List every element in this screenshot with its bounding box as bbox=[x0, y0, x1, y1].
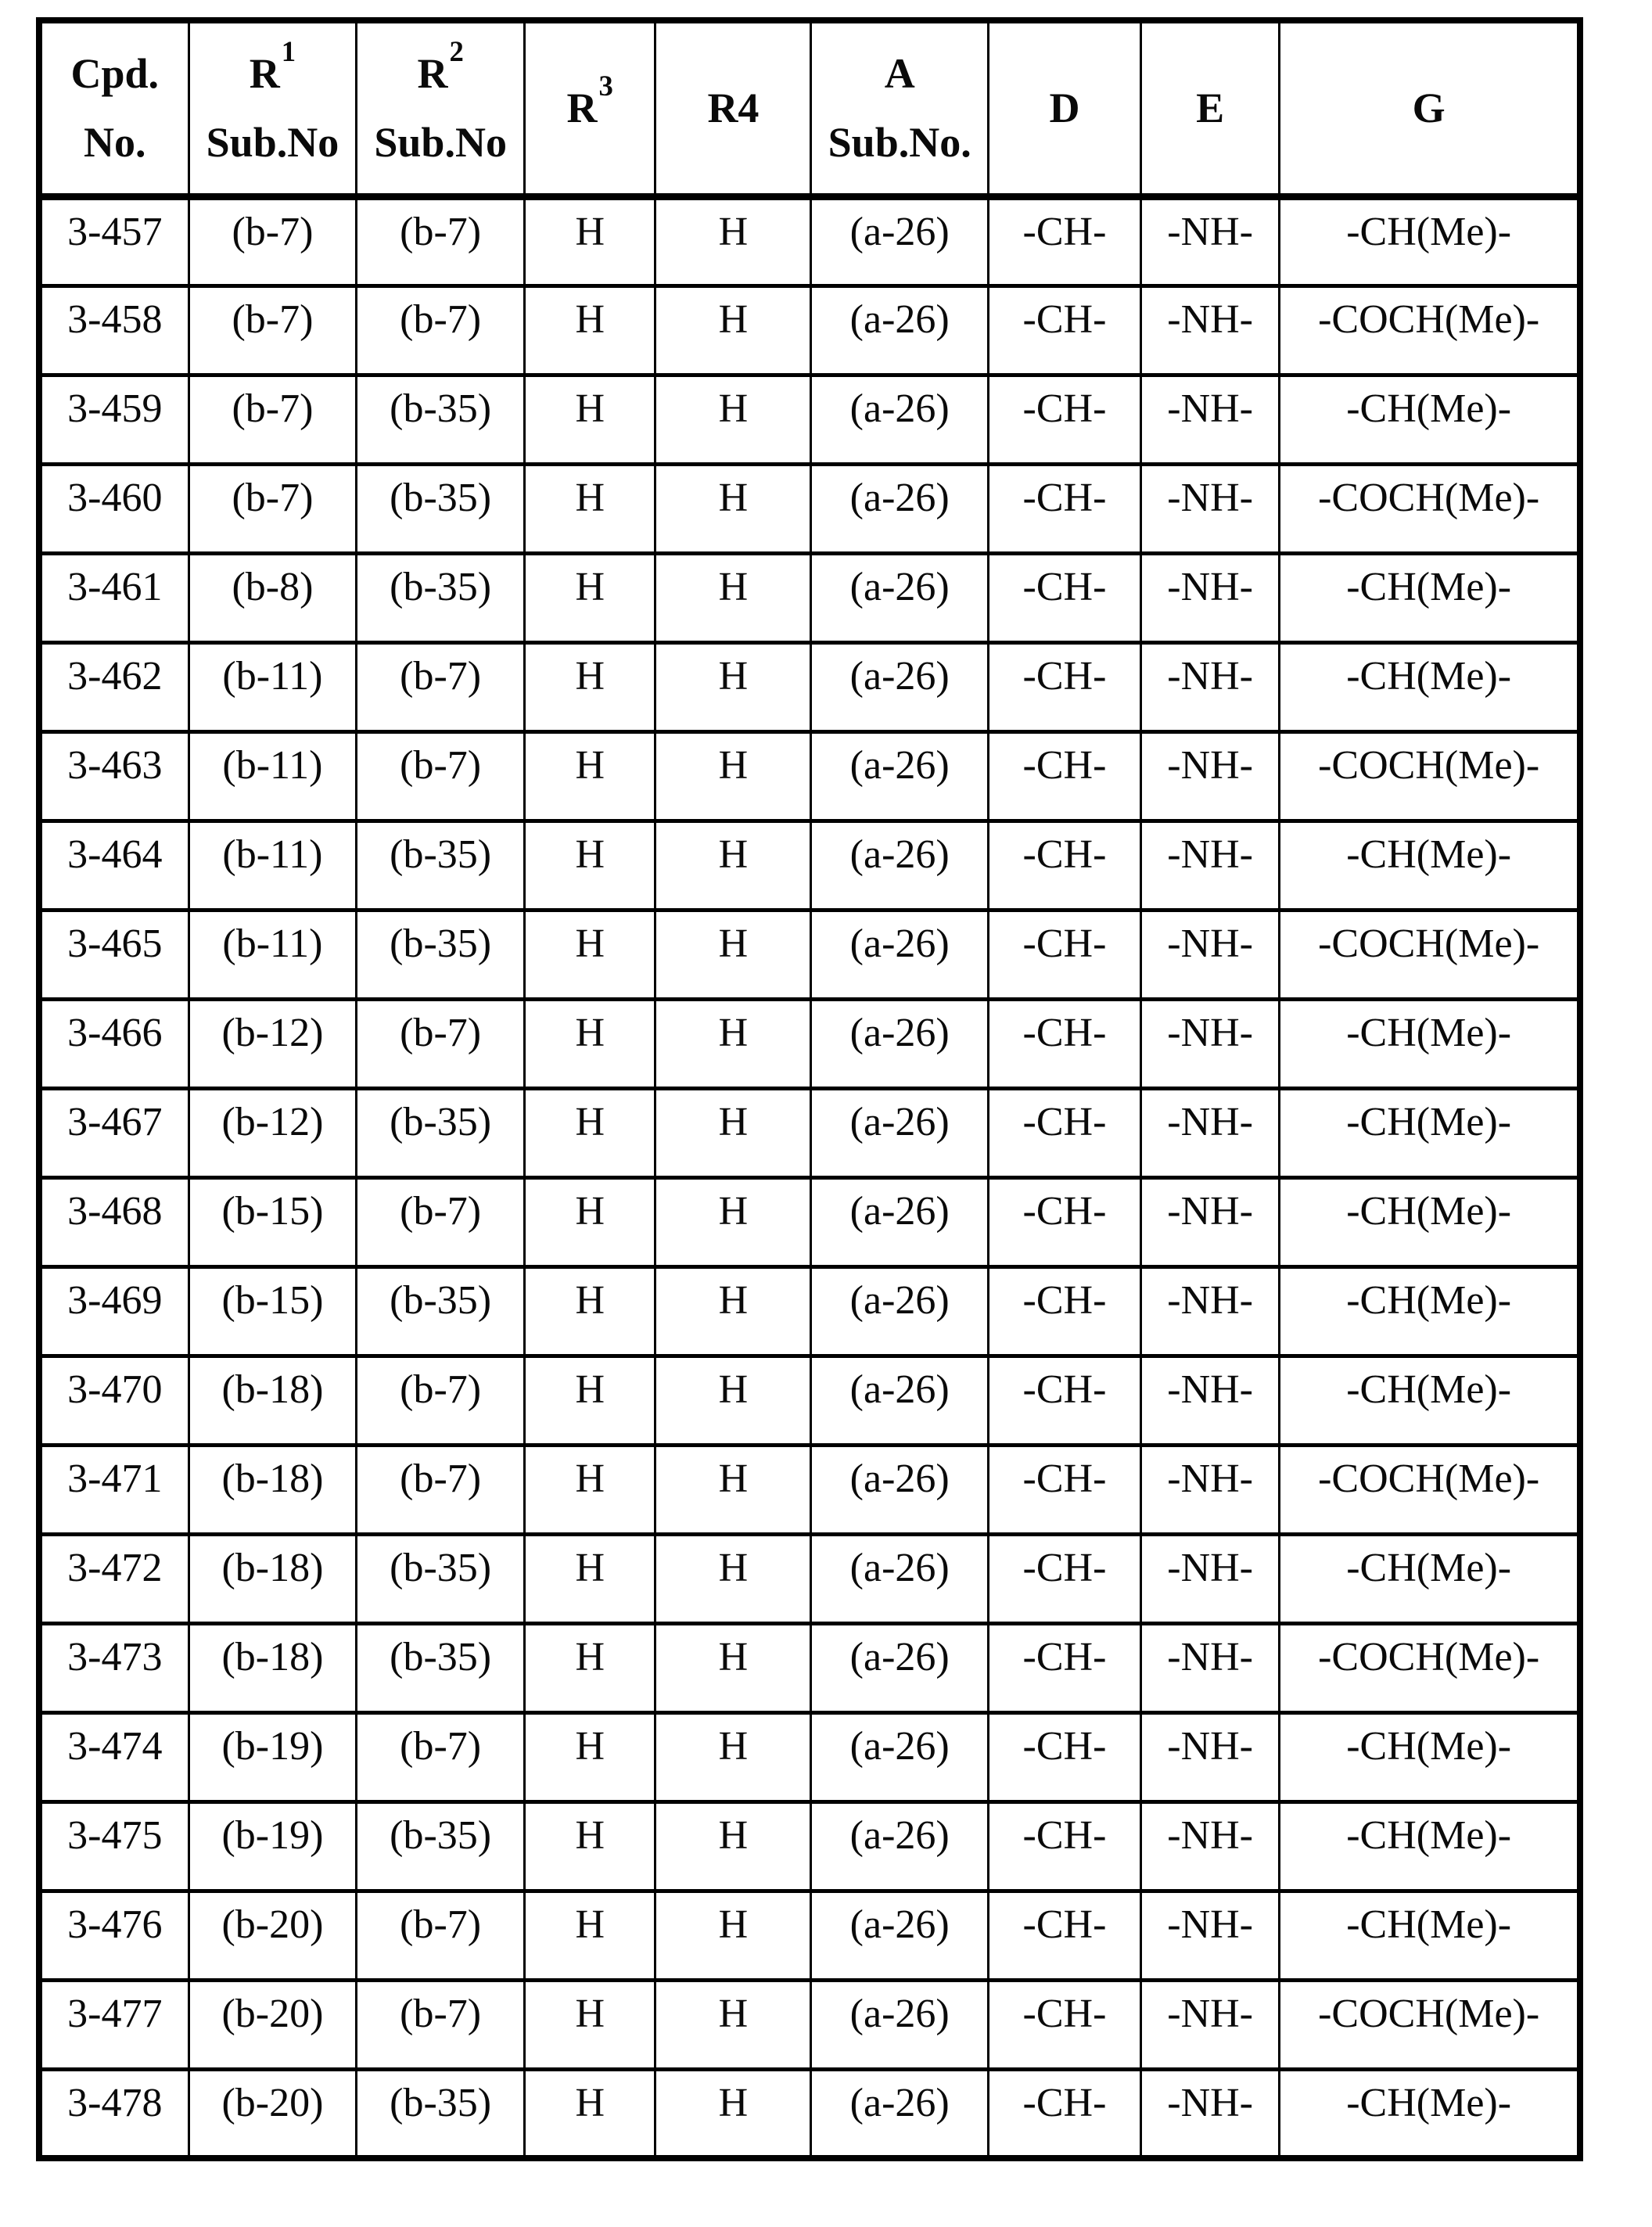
cell-g: -CH(Me)- bbox=[1280, 642, 1580, 731]
cell-e: -NH- bbox=[1140, 731, 1279, 821]
cell-r3: H bbox=[525, 286, 655, 375]
compound-table bbox=[36, 17, 1583, 2161]
table-row bbox=[39, 553, 1580, 642]
cell-r4: H bbox=[655, 196, 811, 286]
table-row bbox=[39, 286, 1580, 375]
cell-r3: H bbox=[525, 731, 655, 821]
cell-cpd-no: 3-460 bbox=[39, 464, 189, 553]
cell-e: -NH- bbox=[1140, 1088, 1279, 1177]
cell-r4: H bbox=[655, 1980, 811, 2069]
header-r3 bbox=[525, 20, 655, 196]
cell-a-sub-no: (a-26) bbox=[811, 1088, 989, 1177]
cell-cpd-no: 3-459 bbox=[39, 375, 189, 464]
cell-e: -NH- bbox=[1140, 1801, 1279, 1891]
header-e bbox=[1140, 20, 1279, 196]
cell-r2-sub-no: (b-7) bbox=[357, 1980, 525, 2069]
cell-r3: H bbox=[525, 1445, 655, 1534]
cell-a-sub-no: (a-26) bbox=[811, 1534, 989, 1623]
cell-r2-sub-no: (b-35) bbox=[357, 1088, 525, 1177]
cell-r3: H bbox=[525, 821, 655, 910]
cell-e: -NH- bbox=[1140, 821, 1279, 910]
cell-r4: H bbox=[655, 286, 811, 375]
cell-e: -NH- bbox=[1140, 1177, 1279, 1266]
cell-d: -CH- bbox=[988, 464, 1140, 553]
header-r2-sub-no bbox=[357, 20, 525, 196]
cell-d: -CH- bbox=[988, 910, 1140, 999]
cell-r4: H bbox=[655, 2069, 811, 2158]
cell-cpd-no: 3-473 bbox=[39, 1623, 189, 1712]
cell-cpd-no: 3-462 bbox=[39, 642, 189, 731]
cell-r3: H bbox=[525, 375, 655, 464]
cell-d: -CH- bbox=[988, 375, 1140, 464]
cell-r4: H bbox=[655, 464, 811, 553]
cell-r2-sub-no: (b-7) bbox=[357, 731, 525, 821]
cell-r2-sub-no: (b-7) bbox=[357, 1891, 525, 1980]
cell-r1-sub-no: (b-12) bbox=[189, 999, 357, 1088]
cell-r4: H bbox=[655, 1801, 811, 1891]
header-row bbox=[39, 20, 1580, 196]
cell-r2-sub-no: (b-35) bbox=[357, 1801, 525, 1891]
cell-g: -CH(Me)- bbox=[1280, 999, 1580, 1088]
cell-r3: H bbox=[525, 1712, 655, 1801]
cell-r2-sub-no: (b-35) bbox=[357, 464, 525, 553]
cell-d: -CH- bbox=[988, 1088, 1140, 1177]
cell-r3: H bbox=[525, 1088, 655, 1177]
cell-d: -CH- bbox=[988, 1445, 1140, 1534]
cell-cpd-no: 3-466 bbox=[39, 999, 189, 1088]
cell-r1-sub-no: (b-18) bbox=[189, 1623, 357, 1712]
cell-g: -CH(Me)- bbox=[1280, 1712, 1580, 1801]
cell-r4: H bbox=[655, 1356, 811, 1445]
cell-r4: H bbox=[655, 1712, 811, 1801]
cell-a-sub-no: (a-26) bbox=[811, 286, 989, 375]
table-row bbox=[39, 375, 1580, 464]
cell-r3: H bbox=[525, 1801, 655, 1891]
header-r4 bbox=[655, 20, 811, 196]
cell-g: -COCH(Me)- bbox=[1280, 1623, 1580, 1712]
cell-g: -COCH(Me)- bbox=[1280, 731, 1580, 821]
cell-d: -CH- bbox=[988, 1712, 1140, 1801]
cell-e: -NH- bbox=[1140, 1623, 1279, 1712]
cell-g: -CH(Me)- bbox=[1280, 1534, 1580, 1623]
cell-r4: H bbox=[655, 1445, 811, 1534]
table-row bbox=[39, 999, 1580, 1088]
cell-a-sub-no: (a-26) bbox=[811, 999, 989, 1088]
cell-r4: H bbox=[655, 1177, 811, 1266]
cell-cpd-no: 3-463 bbox=[39, 731, 189, 821]
cell-r3: H bbox=[525, 1891, 655, 1980]
cell-r2-sub-no: (b-7) bbox=[357, 642, 525, 731]
cell-e: -NH- bbox=[1140, 464, 1279, 553]
cell-g: -CH(Me)- bbox=[1280, 1266, 1580, 1356]
cell-r4: H bbox=[655, 1266, 811, 1356]
cell-d: -CH- bbox=[988, 196, 1140, 286]
header-g-symbol: G bbox=[1412, 84, 1446, 132]
cell-r1-sub-no: (b-12) bbox=[189, 1088, 357, 1177]
table-row bbox=[39, 2069, 1580, 2158]
cell-d: -CH- bbox=[988, 1891, 1140, 1980]
cell-cpd-no: 3-476 bbox=[39, 1891, 189, 1980]
cell-r2-sub-no: (b-7) bbox=[357, 999, 525, 1088]
cell-d: -CH- bbox=[988, 286, 1140, 375]
cell-r4: H bbox=[655, 553, 811, 642]
table-row bbox=[39, 1980, 1580, 2069]
cell-r1-sub-no: (b-20) bbox=[189, 2069, 357, 2158]
cell-a-sub-no: (a-26) bbox=[811, 1623, 989, 1712]
header-d bbox=[988, 20, 1140, 196]
cell-cpd-no: 3-472 bbox=[39, 1534, 189, 1623]
cell-r4: H bbox=[655, 1891, 811, 1980]
table-row bbox=[39, 1356, 1580, 1445]
table-row bbox=[39, 1445, 1580, 1534]
cell-r2-sub-no: (b-7) bbox=[357, 1712, 525, 1801]
cell-a-sub-no: (a-26) bbox=[811, 464, 989, 553]
cell-e: -NH- bbox=[1140, 999, 1279, 1088]
cell-r4: H bbox=[655, 375, 811, 464]
cell-r3: H bbox=[525, 910, 655, 999]
cell-r4: H bbox=[655, 1623, 811, 1712]
cell-e: -NH- bbox=[1140, 196, 1279, 286]
cell-r2-sub-no: (b-7) bbox=[357, 196, 525, 286]
cell-r1-sub-no: (b-20) bbox=[189, 1980, 357, 2069]
cell-r2-sub-no: (b-35) bbox=[357, 553, 525, 642]
cell-r4: H bbox=[655, 731, 811, 821]
cell-r1-sub-no: (b-18) bbox=[189, 1356, 357, 1445]
cell-a-sub-no: (a-26) bbox=[811, 642, 989, 731]
cell-g: -CH(Me)- bbox=[1280, 1801, 1580, 1891]
table-row bbox=[39, 1534, 1580, 1623]
cell-r4: H bbox=[655, 642, 811, 731]
table-row bbox=[39, 1088, 1580, 1177]
cell-cpd-no: 3-478 bbox=[39, 2069, 189, 2158]
cell-d: -CH- bbox=[988, 1356, 1140, 1445]
cell-e: -NH- bbox=[1140, 1891, 1279, 1980]
cell-r2-sub-no: (b-35) bbox=[357, 910, 525, 999]
cell-a-sub-no: (a-26) bbox=[811, 1980, 989, 2069]
cell-d: -CH- bbox=[988, 1534, 1140, 1623]
cell-a-sub-no: (a-26) bbox=[811, 553, 989, 642]
cell-cpd-no: 3-457 bbox=[39, 196, 189, 286]
cell-g: -CH(Me)- bbox=[1280, 2069, 1580, 2158]
cell-r3: H bbox=[525, 1980, 655, 2069]
cell-cpd-no: 3-458 bbox=[39, 286, 189, 375]
cell-r1-sub-no: (b-11) bbox=[189, 642, 357, 731]
cell-g: -COCH(Me)- bbox=[1280, 1445, 1580, 1534]
table-row bbox=[39, 464, 1580, 553]
cell-r1-sub-no: (b-19) bbox=[189, 1712, 357, 1801]
cell-e: -NH- bbox=[1140, 1534, 1279, 1623]
cell-r3: H bbox=[525, 1177, 655, 1266]
cell-r3: H bbox=[525, 2069, 655, 2158]
header-r2-subno: Sub.No bbox=[374, 119, 507, 167]
cell-r2-sub-no: (b-7) bbox=[357, 1177, 525, 1266]
header-cpd-no bbox=[39, 20, 189, 196]
cell-cpd-no: 3-464 bbox=[39, 821, 189, 910]
cell-r1-sub-no: (b-7) bbox=[189, 464, 357, 553]
cell-cpd-no: 3-468 bbox=[39, 1177, 189, 1266]
cell-r1-sub-no: (b-8) bbox=[189, 553, 357, 642]
cell-e: -NH- bbox=[1140, 553, 1279, 642]
cell-e: -NH- bbox=[1140, 286, 1279, 375]
cell-r2-sub-no: (b-35) bbox=[357, 1623, 525, 1712]
cell-d: -CH- bbox=[988, 821, 1140, 910]
cell-d: -CH- bbox=[988, 2069, 1140, 2158]
cell-r2-sub-no: (b-7) bbox=[357, 1445, 525, 1534]
cell-d: -CH- bbox=[988, 553, 1140, 642]
cell-a-sub-no: (a-26) bbox=[811, 731, 989, 821]
table-row bbox=[39, 642, 1580, 731]
cell-r1-sub-no: (b-11) bbox=[189, 910, 357, 999]
header-a-line2: Sub.No. bbox=[828, 119, 971, 167]
cell-e: -NH- bbox=[1140, 375, 1279, 464]
table-row bbox=[39, 1891, 1580, 1980]
header-cpd-line2: No. bbox=[84, 119, 146, 167]
header-e-symbol: E bbox=[1196, 84, 1225, 132]
cell-g: -CH(Me)- bbox=[1280, 1356, 1580, 1445]
cell-d: -CH- bbox=[988, 1177, 1140, 1266]
cell-r3: H bbox=[525, 1266, 655, 1356]
cell-a-sub-no: (a-26) bbox=[811, 821, 989, 910]
cell-a-sub-no: (a-26) bbox=[811, 196, 989, 286]
cell-e: -NH- bbox=[1140, 1712, 1279, 1801]
cell-g: -COCH(Me)- bbox=[1280, 1980, 1580, 2069]
cell-d: -CH- bbox=[988, 642, 1140, 731]
cell-a-sub-no: (a-26) bbox=[811, 1891, 989, 1980]
cell-r3: H bbox=[525, 999, 655, 1088]
cell-e: -NH- bbox=[1140, 1356, 1279, 1445]
cell-g: -CH(Me)- bbox=[1280, 821, 1580, 910]
cell-a-sub-no: (a-26) bbox=[811, 1266, 989, 1356]
cell-a-sub-no: (a-26) bbox=[811, 1445, 989, 1534]
cell-g: -CH(Me)- bbox=[1280, 1177, 1580, 1266]
header-r2-symbol: $R^2$ bbox=[417, 34, 464, 98]
cell-e: -NH- bbox=[1140, 2069, 1279, 2158]
cell-r3: H bbox=[525, 1623, 655, 1712]
cell-a-sub-no: (a-26) bbox=[811, 1712, 989, 1801]
table-row bbox=[39, 1177, 1580, 1266]
cell-r3: H bbox=[525, 642, 655, 731]
cell-r1-sub-no: (b-7) bbox=[189, 375, 357, 464]
cell-g: -CH(Me)- bbox=[1280, 553, 1580, 642]
cell-r4: H bbox=[655, 910, 811, 999]
table-row bbox=[39, 1623, 1580, 1712]
cell-d: -CH- bbox=[988, 1980, 1140, 2069]
table-row bbox=[39, 1712, 1580, 1801]
header-r1-subno: Sub.No bbox=[206, 119, 339, 167]
cell-r3: H bbox=[525, 196, 655, 286]
cell-r3: H bbox=[525, 1534, 655, 1623]
cell-r1-sub-no: (b-18) bbox=[189, 1534, 357, 1623]
header-a-sub-no bbox=[811, 20, 989, 196]
cell-r4: H bbox=[655, 1534, 811, 1623]
header-r4-symbol: R4 bbox=[707, 84, 760, 132]
cell-r4: H bbox=[655, 821, 811, 910]
cell-r4: H bbox=[655, 1088, 811, 1177]
cell-g: -COCH(Me)- bbox=[1280, 910, 1580, 999]
cell-e: -NH- bbox=[1140, 1445, 1279, 1534]
cell-r2-sub-no: (b-35) bbox=[357, 2069, 525, 2158]
header-r3-symbol: $R^3$ bbox=[566, 69, 613, 132]
cell-g: -COCH(Me)- bbox=[1280, 464, 1580, 553]
cell-d: -CH- bbox=[988, 1623, 1140, 1712]
cell-cpd-no: 3-467 bbox=[39, 1088, 189, 1177]
cell-r2-sub-no: (b-35) bbox=[357, 1266, 525, 1356]
cell-a-sub-no: (a-26) bbox=[811, 1177, 989, 1266]
cell-a-sub-no: (a-26) bbox=[811, 1801, 989, 1891]
cell-d: -CH- bbox=[988, 1801, 1140, 1891]
cell-cpd-no: 3-465 bbox=[39, 910, 189, 999]
cell-r1-sub-no: (b-18) bbox=[189, 1445, 357, 1534]
cell-cpd-no: 3-474 bbox=[39, 1712, 189, 1801]
header-cpd-line1: Cpd. bbox=[70, 50, 160, 98]
cell-cpd-no: 3-470 bbox=[39, 1356, 189, 1445]
cell-g: -CH(Me)- bbox=[1280, 375, 1580, 464]
cell-cpd-no: 3-475 bbox=[39, 1801, 189, 1891]
cell-d: -CH- bbox=[988, 1266, 1140, 1356]
cell-e: -NH- bbox=[1140, 1266, 1279, 1356]
table-header bbox=[39, 20, 1580, 196]
table-row bbox=[39, 1266, 1580, 1356]
table-row bbox=[39, 821, 1580, 910]
cell-a-sub-no: (a-26) bbox=[811, 910, 989, 999]
cell-r2-sub-no: (b-35) bbox=[357, 375, 525, 464]
cell-r3: H bbox=[525, 553, 655, 642]
header-d-symbol: D bbox=[1049, 84, 1080, 132]
cell-cpd-no: 3-471 bbox=[39, 1445, 189, 1534]
cell-e: -NH- bbox=[1140, 642, 1279, 731]
cell-e: -NH- bbox=[1140, 1980, 1279, 2069]
cell-d: -CH- bbox=[988, 731, 1140, 821]
table-row bbox=[39, 910, 1580, 999]
cell-r1-sub-no: (b-7) bbox=[189, 286, 357, 375]
cell-g: -CH(Me)- bbox=[1280, 196, 1580, 286]
table-row bbox=[39, 196, 1580, 286]
cell-r2-sub-no: (b-7) bbox=[357, 286, 525, 375]
cell-r2-sub-no: (b-7) bbox=[357, 1356, 525, 1445]
cell-r1-sub-no: (b-19) bbox=[189, 1801, 357, 1891]
cell-g: -CH(Me)- bbox=[1280, 1088, 1580, 1177]
cell-d: -CH- bbox=[988, 999, 1140, 1088]
cell-a-sub-no: (a-26) bbox=[811, 1356, 989, 1445]
cell-r2-sub-no: (b-35) bbox=[357, 821, 525, 910]
cell-r4: H bbox=[655, 999, 811, 1088]
cell-r1-sub-no: (b-11) bbox=[189, 821, 357, 910]
cell-r1-sub-no: (b-15) bbox=[189, 1177, 357, 1266]
cell-r3: H bbox=[525, 1356, 655, 1445]
cell-cpd-no: 3-469 bbox=[39, 1266, 189, 1356]
cell-r3: H bbox=[525, 464, 655, 553]
cell-g: -COCH(Me)- bbox=[1280, 286, 1580, 375]
header-g bbox=[1280, 20, 1580, 196]
cell-r1-sub-no: (b-11) bbox=[189, 731, 357, 821]
cell-r1-sub-no: (b-7) bbox=[189, 196, 357, 286]
table-body bbox=[39, 196, 1580, 2158]
cell-r2-sub-no: (b-35) bbox=[357, 1534, 525, 1623]
cell-e: -NH- bbox=[1140, 910, 1279, 999]
header-r1-symbol: $R^1$ bbox=[249, 34, 296, 98]
header-r1-sub-no bbox=[189, 20, 357, 196]
cell-r1-sub-no: (b-15) bbox=[189, 1266, 357, 1356]
table-row bbox=[39, 1801, 1580, 1891]
table-row bbox=[39, 731, 1580, 821]
cell-g: -CH(Me)- bbox=[1280, 1891, 1580, 1980]
cell-cpd-no: 3-477 bbox=[39, 1980, 189, 2069]
cell-cpd-no: 3-461 bbox=[39, 553, 189, 642]
cell-r1-sub-no: (b-20) bbox=[189, 1891, 357, 1980]
cell-a-sub-no: (a-26) bbox=[811, 375, 989, 464]
cell-a-sub-no: (a-26) bbox=[811, 2069, 989, 2158]
header-a-line1: A bbox=[884, 50, 915, 98]
